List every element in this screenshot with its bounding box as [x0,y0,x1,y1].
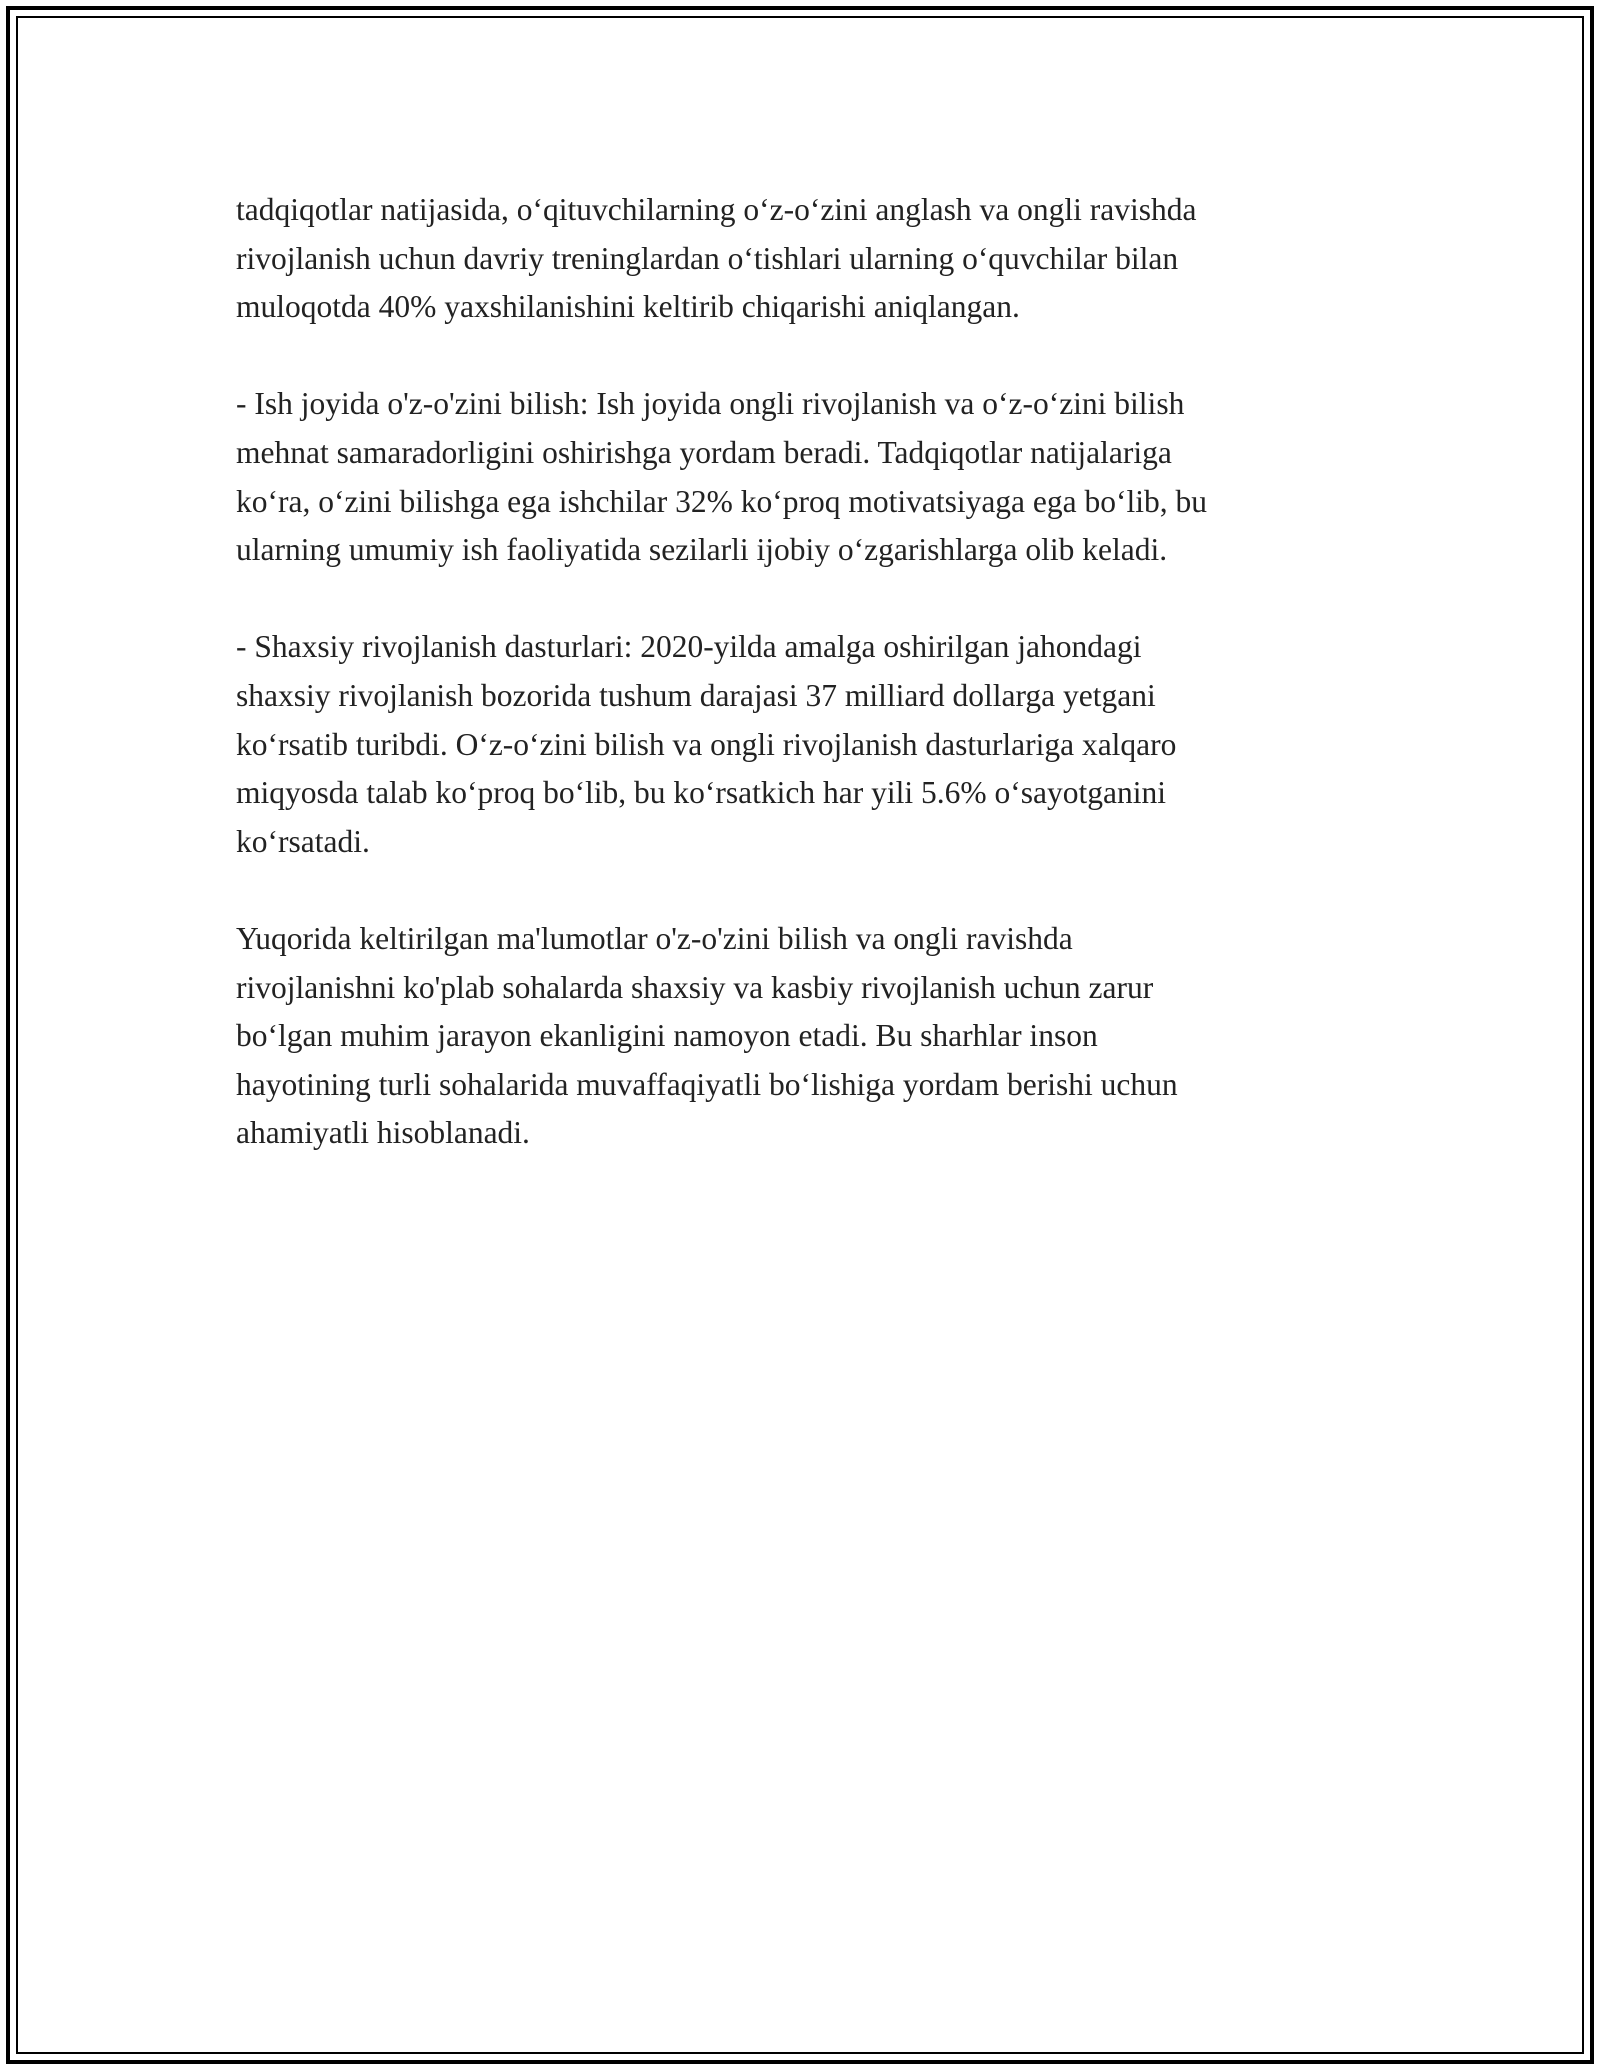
text-line: tadqiqotlar natijasida, o‘qituvchilarning o‘z-o‘zini anglash va ongli ravishda [236,192,1197,227]
document-body [236,186,1376,1206]
paragraph-conclusion [236,915,1376,1158]
text-line: rivojlanish uchun davriy treninglardan o‘tishlari ularning o‘quvchilar bilan [236,240,1179,276]
paragraph-workplace-self-awareness [236,380,1376,574]
text-line: - Shaxsiy rivojlanish dasturlari: 2020-yilda amalga oshirilgan jahondagi [236,629,1142,665]
text-line: ularning umumiy ish faoliyatida sezilarli ijobiy o‘zgarishlarga olib keladi. [236,532,1168,568]
text-line: mehnat samaradorligini oshirishga yordam beradi. Tadqiqotlar natijalariga [236,434,1172,470]
text-line: - Ish joyida o'z-o'zini bilish: Ish joyida ongli rivojlanish va o‘z-o‘zini bilish [236,386,1185,422]
text-line: shaxsiy rivojlanish bozorida tushum darajasi 37 milliard dollarga yetgani [236,677,1156,713]
text-line: ko‘rsatadi. [236,823,370,859]
text-line: hayotining turli sohalarida muvaffaqiyatli bo‘lishiga yordam berishi uchun [236,1066,1178,1102]
text-line: bo‘lgan muhim jarayon ekanligini namoyon etadi. Bu sharhlar inson [236,1018,1098,1054]
text-line: ahamiyatli hisoblanadi. [236,1115,530,1151]
text-line: ko‘ra, o‘zini bilishga ega ishchilar 32% ko‘proq motivatsiyaga ega bo‘lib, bu [236,483,1207,519]
text-line: miqyosda talab ko‘proq bo‘lib, bu ko‘rsatkich har yili 5.6% o‘sayotganini [236,775,1166,811]
text-line: Yuqorida keltirilgan ma'lumotlar o'z-o'zini bilish va ongli ravishda [236,920,1073,956]
text-line: muloqotda 40% yaxshilanishini keltirib chiqarishi aniqlangan. [236,289,1020,325]
text-line: rivojlanishni ko'plab sohalarda shaxsiy va kasbiy rivojlanish uchun zarur [236,969,1154,1005]
paragraph-teacher-research [236,186,1376,332]
paragraph-personal-development-programs [236,623,1376,866]
text-line: ko‘rsatib turibdi. O‘z-o‘zini bilish va ongli rivojlanish dasturlariga xalqaro [236,726,1177,762]
